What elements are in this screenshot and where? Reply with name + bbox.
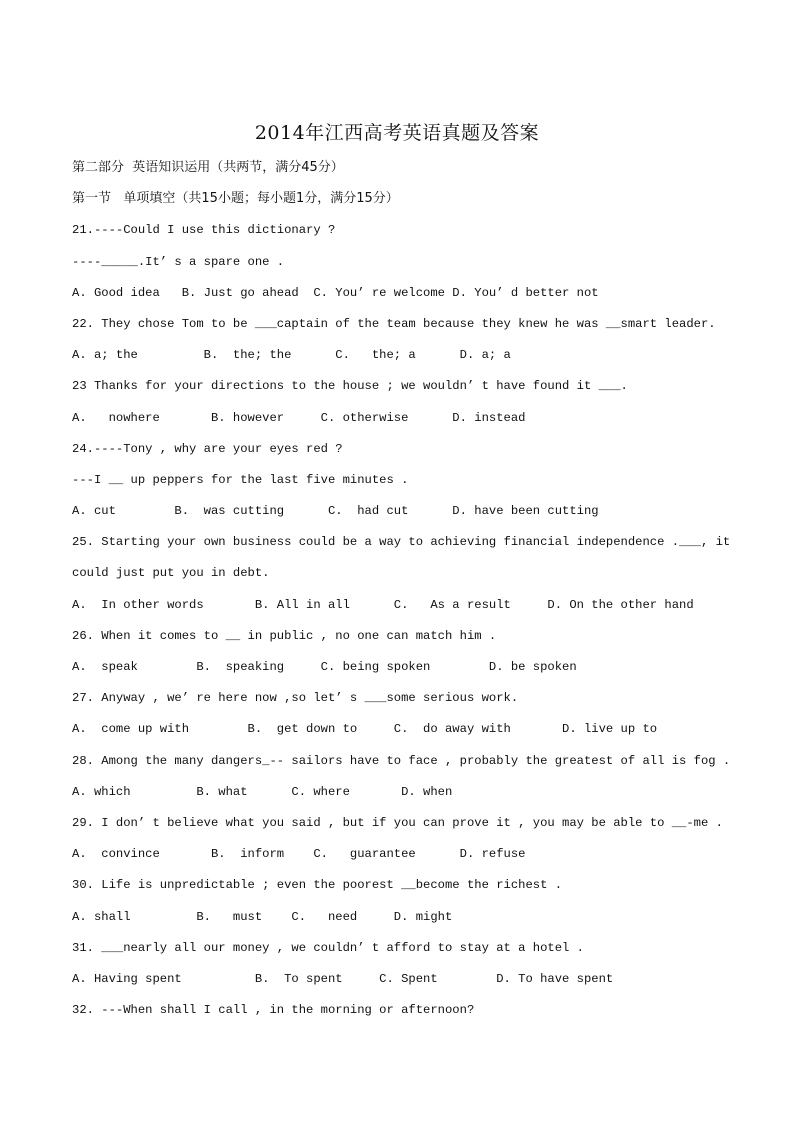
question-25-options: A. In other words B. All in all C. As a result D. On the other hand bbox=[72, 597, 694, 612]
question-21: 21.----Could I use this dictionary ? bbox=[72, 223, 336, 238]
question-27-options: A. come up with B. get down to C. do away with D. live up to bbox=[72, 722, 658, 737]
page-title: 2014年江西高考英语真题及答案 bbox=[254, 122, 540, 144]
question-31-options: A. Having spent B. To spent C. Spent D. To have spent bbox=[72, 971, 614, 986]
question-23-options: A. nowhere B. however C. otherwise D. instead bbox=[72, 410, 526, 425]
question-22: 22. They chose Tom to be ___captain of the team because they knew he was __smart leader. bbox=[72, 316, 716, 331]
question-21-reply: ----_____.It’ s a spare one . bbox=[72, 254, 285, 269]
question-23: 23 Thanks for your directions to the house ; we wouldn’ t have found it ___. bbox=[72, 379, 628, 394]
question-24-reply: ---I __ up peppers for the last five minutes . bbox=[72, 472, 409, 487]
question-28: 28. Among the many dangers_-- sailors have to face , probably the greatest of all is fog . bbox=[72, 753, 731, 768]
question-25-continued: could just put you in debt. bbox=[72, 566, 270, 581]
section-heading: 第二部分 英语知识运用（共两节，满分45分） bbox=[72, 160, 344, 175]
question-28-options: A. which B. what C. where D. when bbox=[72, 784, 453, 799]
subsection-heading: 第一节 单项填空（共15小题；每小题1分，满分15分） bbox=[72, 191, 399, 207]
question-27: 27. Anyway , we’ re here now ,so let’ s ___some serious work. bbox=[72, 691, 519, 706]
question-21-options: A. Good idea B. Just go ahead C. You’ re welcome D. You’ d better not bbox=[72, 285, 599, 300]
question-24: 24.----Tony , why are your eyes red ? bbox=[72, 441, 343, 456]
question-24-options: A. cut B. was cutting C. had cut D. have been cutting bbox=[72, 504, 599, 519]
question-25: 25. Starting your own business could be a way to achieving financial independence .___, it bbox=[72, 535, 731, 550]
question-29-options: A. convince B. inform C. guarantee D. refuse bbox=[72, 847, 526, 862]
question-30: 30. Life is unpredictable ; even the poorest __become the richest . bbox=[72, 878, 563, 893]
question-26-options: A. speak B. speaking C. being spoken D. be spoken bbox=[72, 660, 577, 674]
question-26: 26. When it comes to __ in public , no one can match him . bbox=[72, 628, 497, 643]
question-22-options: A. a; the B. the; the C. the; a D. a; a bbox=[72, 348, 511, 363]
question-31: 31. ___nearly all our money , we couldn’ t afford to stay at a hotel . bbox=[72, 940, 584, 955]
question-29: 29. I don’ t believe what you said , but if you can prove it , you may be able to __-me . bbox=[72, 815, 723, 830]
question-list bbox=[72, 155, 731, 1028]
question-30-options: A. shall B. must C. need D. might bbox=[72, 909, 453, 924]
question-32: 32. ---When shall I call , in the morning or afternoon? bbox=[72, 1003, 475, 1018]
